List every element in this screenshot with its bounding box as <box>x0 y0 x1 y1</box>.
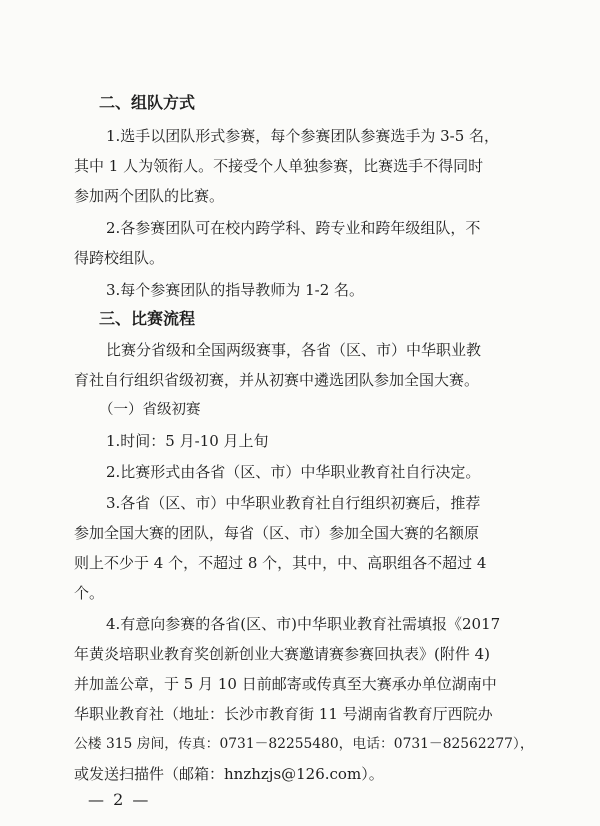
paragraph-line: 1.选手以团队形式参赛，每个参赛团队参赛选手为 3-5 名， <box>106 127 500 145</box>
paragraph-line: 4.有意向参赛的各省(区、市)中华职业教育社需填报《2017 <box>106 615 501 633</box>
paragraph-line: 年黄炎培职业教育奖创新创业大赛邀请赛参赛回执表》(附件 4) <box>74 645 491 663</box>
paragraph-line: 个。 <box>74 584 105 602</box>
paragraph-line: 参加两个团队的比赛。 <box>74 187 225 205</box>
paragraph-line: 1.时间：5 月-10 月上旬 <box>106 432 269 450</box>
paragraph-line: 2.各参赛团队可在校内跨学科、跨专业和跨年级组队，不 <box>106 219 481 237</box>
paragraph-line: 或发送扫描件（邮箱：hnzhzjs@126.com）。 <box>74 765 384 783</box>
paragraph-line: 比赛分省级和全国两级赛事，各省（区、市）中华职业教 <box>106 341 482 359</box>
paragraph-line: 3.各省（区、市）中华职业教育社自行组织初赛后，推荐 <box>106 494 481 512</box>
paragraph-line: 则上不少于 4 个，不超过 8 个，其中，中、高职组各不超过 4 <box>74 554 487 572</box>
paragraph-line: 得跨校组队。 <box>74 249 165 267</box>
paragraph-line: 其中 1 人为领衔人。不接受个人单独参赛，比赛选手不得同时 <box>74 157 484 175</box>
paragraph-line: 2.比赛形式由各省（区、市）中华职业教育社自行决定。 <box>106 463 481 481</box>
section-2-heading: 二、组队方式 <box>99 93 196 112</box>
paragraph-line: 华职业教育社（地址：长沙市教育街 11 号湖南省教育厅西院办 <box>74 705 493 723</box>
paragraph-line: 参加全国大赛的团队，每省（区、市）参加全国大赛的名额原 <box>74 524 480 542</box>
paragraph-line: 育社自行组织省级初赛，并从初赛中遴选团队参加全国大赛。 <box>74 371 480 389</box>
paragraph-line: 并加盖公章，于 5 月 10 日前邮寄或传真至大赛承办单位湖南中 <box>74 675 497 693</box>
paragraph-line: 公楼 315 房间，传真：0731－82255480，电话：0731－82562277）， <box>74 736 534 752</box>
subsection-heading: （一）省级初赛 <box>99 402 201 418</box>
section-3-heading: 三、比赛流程 <box>99 309 196 328</box>
page-number: — 2 — <box>88 790 151 809</box>
paragraph-line: 3.每个参赛团队的指导教师为 1-2 名。 <box>106 281 365 299</box>
